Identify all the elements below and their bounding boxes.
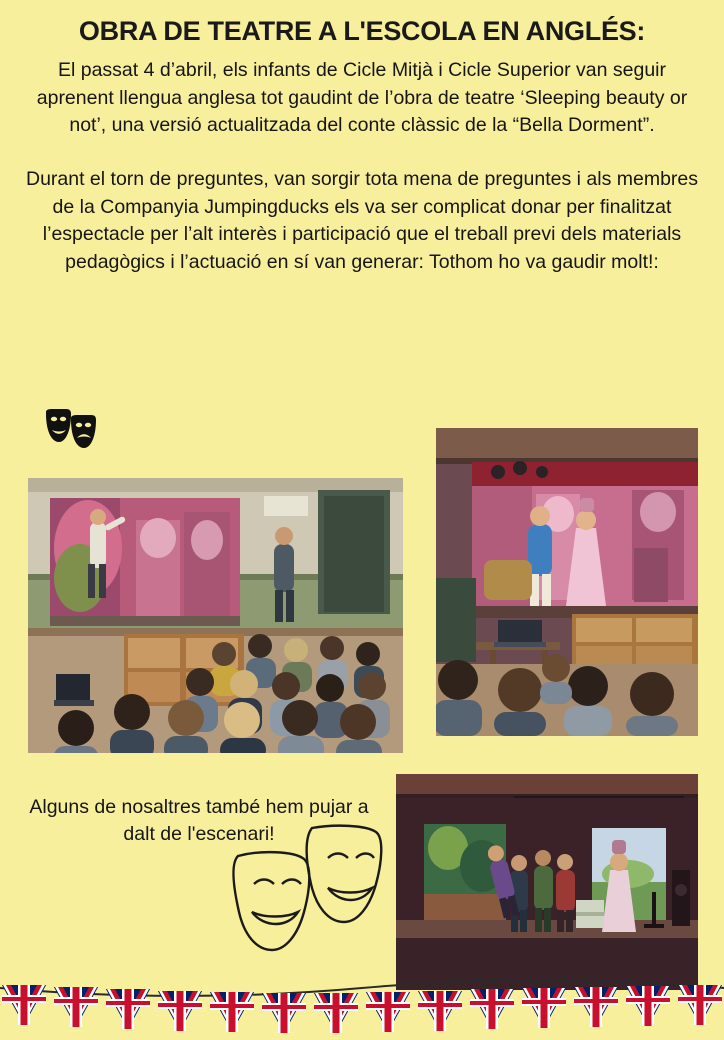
photo-caption: Alguns de nosaltres també hem pujar a dalt de l'escenari! [29, 795, 369, 846]
photo-stage-actors-right [436, 428, 698, 736]
paragraph-intro: El passat 4 d’abril, els infants de Cicle Mitjà i Cicle Superior van seguir aprenent llengua anglesa tot gaudint de l’obra de teatre ‘Sleeping beauty or not’, una versió actualitzada del conte clàssic de la “Bella Dorment”. [36, 59, 688, 137]
poster-page [0, 16, 724, 1040]
photo-audience-and-stage-left [28, 478, 403, 753]
union-jack-bunting-icon [0, 978, 724, 1040]
photos-row [0, 428, 724, 758]
photo-students-on-stage [396, 774, 698, 990]
theatre-masks-icon [216, 822, 391, 962]
paragraph-questions: Durant el torn de preguntes, van sorgir tota mena de preguntes i als membres de la Companyia Jumpingducks els va ser complicat donar per finalitzat l’espectacle per l’alt interès i participació que el treball previ dels materials pedagògics i l’actuació en sí van generar: Tothom ho va gaudir molt!: [25, 168, 699, 274]
page-title: OBRA DE TEATRE A L'ESCOLA EN ANGLÉS: [78, 16, 646, 46]
